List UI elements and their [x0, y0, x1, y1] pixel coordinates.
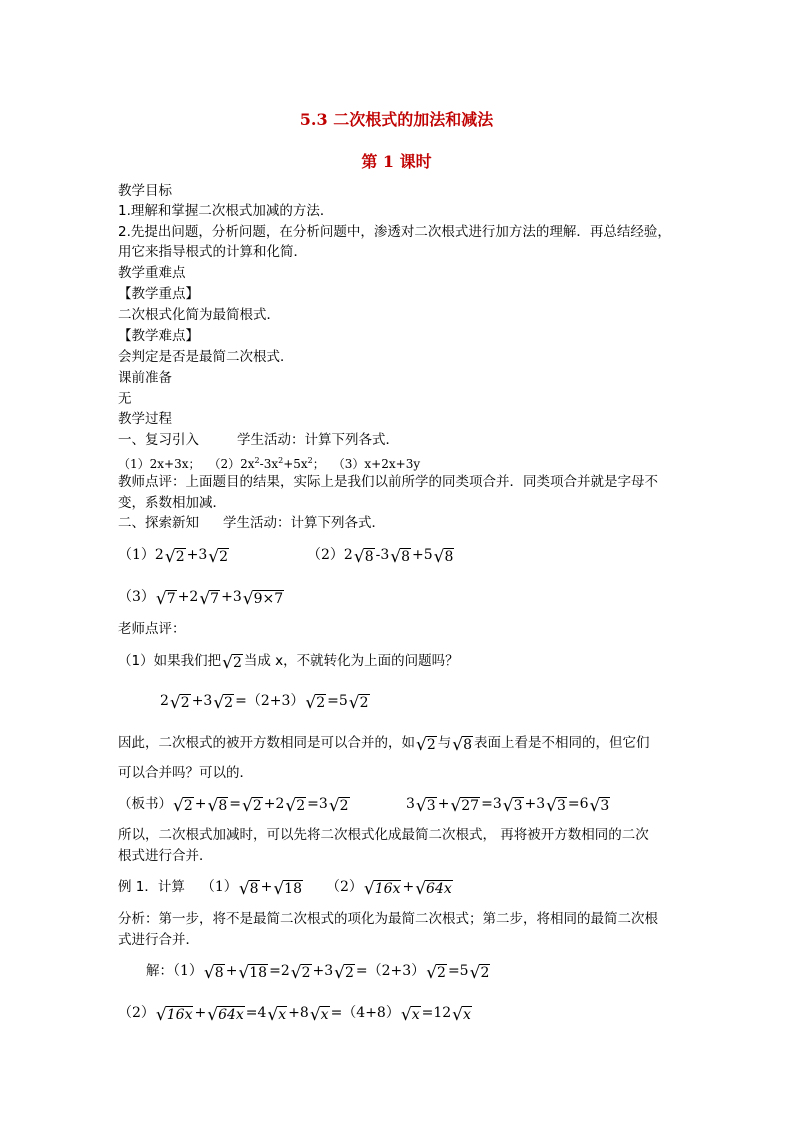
review-activity: 学生活动：计算下列各式． — [237, 432, 399, 448]
key-difficulty-heading: 教学重难点 — [118, 265, 186, 281]
difficulty-text: 会判定是否是最简二次根式． — [118, 349, 294, 365]
solution-1: 解：（1） √ 8 + √ 18 =2 √ 2 +3 √ 2 =（2+3） √ 2 =5 √ 2 — [146, 963, 490, 983]
sqrt-expr: √ 2 — [426, 963, 446, 983]
sqrt-expr: √ 8 — [238, 879, 259, 899]
sqrt-expr: √ 8 — [207, 796, 228, 816]
example-heading: 例 1．计算 — [118, 879, 185, 895]
sqrt-expr: √ x — [267, 1005, 287, 1025]
sqrt-expr: √ 18 — [273, 879, 302, 899]
sqrt-expr: √ 2 — [285, 796, 306, 816]
sqrt-expr: √ 3 — [546, 796, 566, 816]
document-title: 5.3 二次根式的加法和减法 — [299, 110, 494, 129]
sqrt-expr: √ 7 — [155, 589, 176, 609]
key-point-label: 【教学重点】 — [118, 286, 199, 302]
sqrt-expr: √ 8 — [390, 547, 411, 567]
sqrt-expr: √ 2 — [416, 735, 436, 755]
sqrt-expr: √ 2 — [169, 693, 190, 713]
board-equation-1: （板书） √ 2 + √ 8 = √ 2 +2 √ 2 =3 √ 2 — [118, 796, 349, 816]
sqrt-expr: √ 2 — [290, 963, 311, 983]
example-1-line: 例 1．计算 （1） √ 8 + √ 18 （2） √ 16x + √ 64x — [118, 879, 452, 899]
exercise-1: （1）2 √ 2 +3 √ 2 — [118, 547, 229, 567]
exercise-2: （2）2 √ 8 -3 √ 8 +5 √ 8 — [307, 547, 454, 567]
sqrt-expr: √ 7 — [199, 589, 220, 609]
sqrt-expr: √ 2 — [348, 693, 369, 713]
sqrt-expr: √ 3 — [502, 796, 523, 816]
sqrt-expr: √ x — [400, 1005, 420, 1025]
review-exercises: （1）2x+3x； $(2)2x^2-3x^2+5x^2$； （3）x+2x+3y — [118, 456, 421, 471]
sqrt-expr: √ 3 — [415, 796, 436, 816]
sqrt-expr: √ 8 — [452, 735, 473, 755]
solution-2: （2） √ 16x + √ 64x =4 √ x +8 √ x =（4+8） √ x =12 √ x — [118, 1005, 471, 1025]
sqrt-expr: √ 2 — [334, 963, 354, 983]
sqrt-expr: √ 18 — [238, 963, 268, 983]
comment-1-line-2: 变，系数相加减． — [118, 495, 226, 511]
exercise-3: （3） √ 7 +2 √ 7 +3 √ 9×7 — [118, 589, 284, 609]
review-heading: 一、复习引入 — [118, 432, 199, 448]
paragraph-2-line-1: 所以，二次根式加减时，可以先将二次根式化成最简二次根式， 再将被开方数相同的二次 — [118, 827, 649, 843]
sqrt-expr: √ 9×7 — [242, 589, 284, 609]
sqrt-expr: √ x — [452, 1005, 471, 1025]
sqrt-expr: √ 2 — [208, 547, 229, 567]
sqrt-expr: √ 8 — [353, 547, 374, 567]
goal-2-line-1: 2.先提出问题，分析问题，在分析问题中，渗透对二次根式进行加方法的理解．再总结经验， — [118, 224, 671, 240]
goals-heading: 教学目标 — [118, 183, 172, 199]
sqrt-expr: √ 2 — [305, 693, 326, 713]
sqrt-expr: √ 2 — [469, 963, 490, 983]
explore-heading: 二、探索新知 — [118, 515, 199, 531]
sqrt-expr: √ 2 — [213, 693, 234, 713]
sqrt-expr: √ 2 — [242, 796, 262, 816]
sqrt-expr: √ 2 — [222, 653, 242, 673]
analysis-line-2: 式进行合并． — [118, 932, 199, 948]
sqrt-expr: √ 27 — [450, 796, 480, 816]
worked-equation-1: 2 √ 2 +3 √ 2 =（2+3） √ 2 =5 √ 2 — [160, 693, 369, 713]
comment-1-line-1: 教师点评：上面题目的结果，实际上是我们以前所学的同类项合并．同类项合并就是字母不 — [118, 474, 658, 490]
sqrt-expr: √ 16x — [155, 1005, 193, 1025]
sqrt-expr: √ 64x — [415, 879, 452, 899]
paragraph-1-line-2: 可以合并吗？可以的． — [118, 765, 253, 781]
board-equation-2: 3 √ 3 + √ 27 =3 √ 3 +3 √ 3 =6 √ 3 — [406, 796, 610, 816]
goal-2-line-2: 用它来指导根式的计算和化简． — [118, 244, 307, 260]
sqrt-expr: √ 2 — [328, 796, 349, 816]
sqrt-expr: √ 8 — [203, 963, 224, 983]
goal-1: 1.理解和掌握二次根式加减的方法． — [118, 203, 334, 219]
sqrt-expr: √ 3 — [589, 796, 610, 816]
key-point-text: 二次根式化简为最简根式． — [118, 307, 280, 323]
prep-heading: 课前准备 — [118, 370, 172, 386]
process-heading: 教学过程 — [118, 411, 172, 427]
explore-activity: 学生活动：计算下列各式． — [223, 515, 385, 531]
lesson-subtitle: 第 1 课时 — [361, 152, 432, 171]
prep-text: 无 — [118, 391, 132, 407]
sqrt-expr: √ 2 — [164, 547, 185, 567]
sqrt-expr: √ 64x — [207, 1005, 244, 1025]
analysis-line-1: 分析：第一步，将不是最简二次根式的项化为最简二次根式；第二步，将相同的最简二次根 — [118, 911, 658, 927]
paragraph-2-line-2: 根式进行合并． — [118, 848, 213, 864]
difficulty-label: 【教学难点】 — [118, 328, 199, 344]
review-line — [118, 431, 399, 449]
sqrt-expr: √ 16x — [363, 879, 401, 899]
sqrt-expr: √ 8 — [433, 547, 454, 567]
sqrt-expr: √ 2 — [173, 796, 193, 816]
comment-2-heading: 老师点评： — [118, 621, 186, 637]
explore-line — [118, 514, 385, 532]
comment-2-question: （1）如果我们把 √ 2 当成 x，不就转化为上面的问题吗？ — [118, 653, 459, 673]
paragraph-1-line-1: 因此，二次根式的被开方数相同是可以合并的，如 √ 2 与 √ 8 表面上看是不相同的，但它们 — [118, 735, 650, 755]
sqrt-expr: √ x — [309, 1005, 329, 1025]
